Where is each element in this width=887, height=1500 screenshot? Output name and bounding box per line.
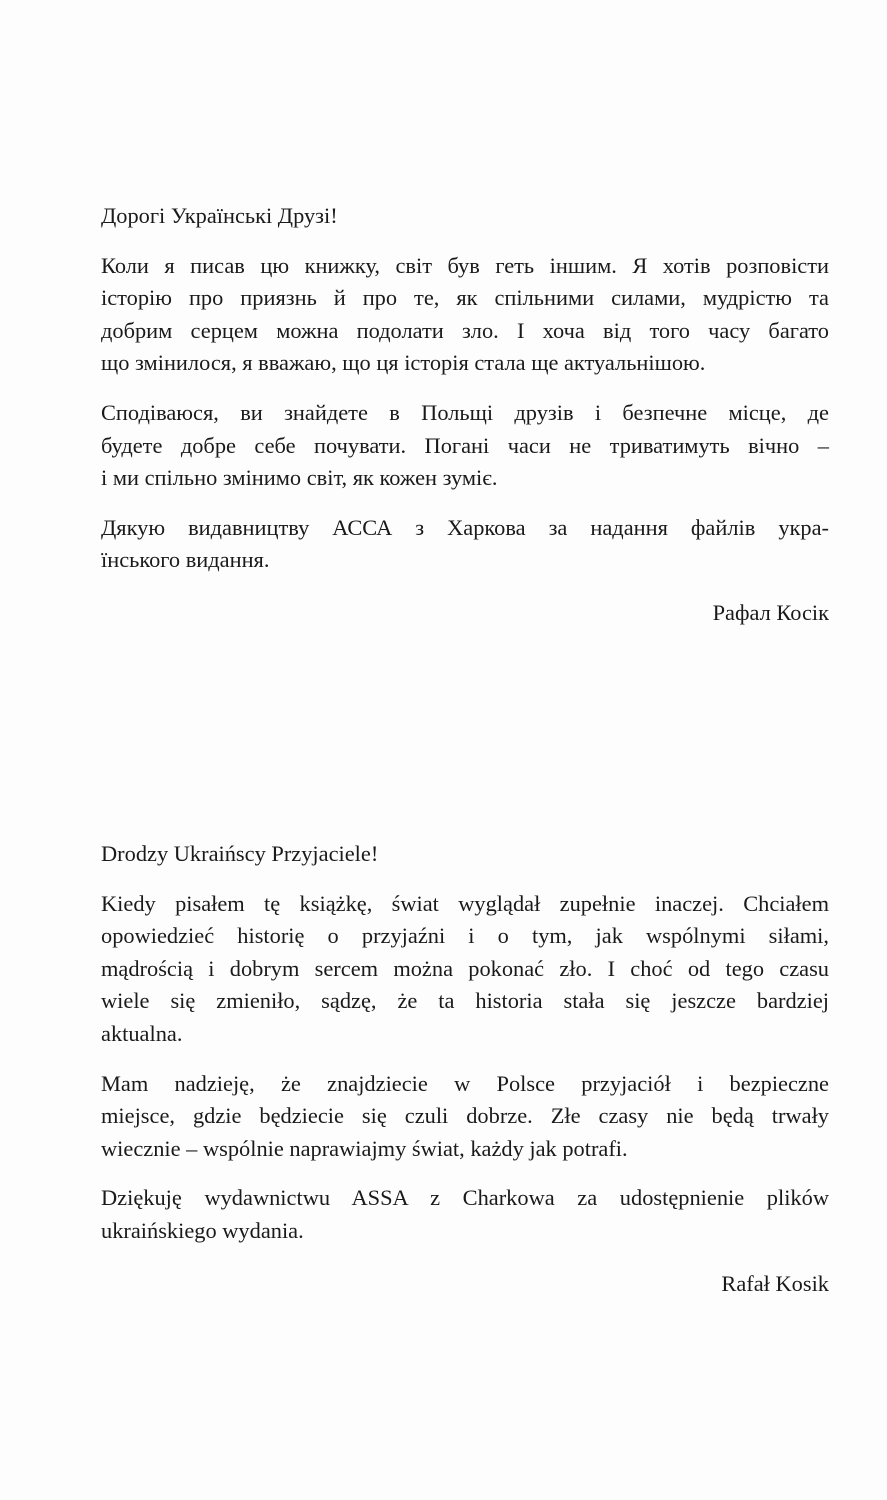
text-line: що змінилося, я вважаю, що ця історія стала ще актуальнішою.	[101, 350, 706, 376]
letter-ukrainian	[101, 200, 829, 630]
letter-greeting: Дорогі Українські Друзі!	[101, 203, 338, 228]
text-line: Коли я писав цю книжку, світ був геть іншим. Я хотів розповісти	[101, 252, 829, 278]
text-line: Сподіваюся, ви знайдете в Польщі друзів і безпечне місце, де	[101, 399, 829, 425]
letter-greeting: Drodzy Ukraińscy Przyjaciele!	[101, 841, 379, 866]
letter-polish	[101, 838, 829, 1300]
letter-paragraph	[101, 397, 829, 495]
text-line: aktualna.	[101, 1020, 183, 1046]
text-line: добрим серцем можна подолати зло. І хоча від того часу багато	[101, 317, 829, 343]
letter-paragraph	[101, 1182, 829, 1247]
text-line: Дякую видавництву АССА з Харкова за надання файлів укра-	[101, 514, 829, 540]
text-line: opowiedzieć historię o przyjaźni i o tym, jak wspólnymi siłami,	[101, 923, 829, 949]
text-line: Mam nadzieję, że znajdziecie w Polsce przyjaciół i bezpieczne	[101, 1070, 829, 1096]
letter-paragraph	[101, 512, 829, 577]
text-line: wiecznie – wspólnie naprawiajmy świat, każdy jak potrafi.	[101, 1135, 628, 1161]
letter-paragraph	[101, 1068, 829, 1166]
letter-paragraph	[101, 250, 829, 380]
text-line: історію про приязнь й про те, як спільними силами, мудрістю та	[101, 285, 829, 311]
text-line: будете добре себе почувати. Погані часи не триватимуть вічно –	[101, 432, 829, 458]
letter-signature: Рафал Косік	[712, 599, 829, 625]
text-line: Kiedy pisałem tę książkę, świat wyglądał zupełnie inaczej. Chciałem	[101, 890, 829, 916]
text-line: ukraińskiego wydania.	[101, 1217, 304, 1243]
text-line: і ми спільно змінимо світ, як кожен зуміє.	[101, 465, 498, 491]
text-line: mądrością i dobrym sercem można pokonać zło. I choć od tego czasu	[101, 955, 829, 981]
text-line: wiele się zmieniło, sądzę, że ta historia stała się jeszcze bardziej	[101, 988, 829, 1014]
letter-signature: Rafał Kosik	[721, 1270, 829, 1296]
text-line: їнського видання.	[101, 547, 270, 573]
letter-paragraph	[101, 888, 829, 1051]
text-line: Dziękuję wydawnictwu ASSA z Charkowa za udostępnienie plików	[101, 1185, 829, 1211]
text-line: miejsce, gdzie będziecie się czuli dobrze. Złe czasy nie będą trwały	[101, 1103, 829, 1129]
